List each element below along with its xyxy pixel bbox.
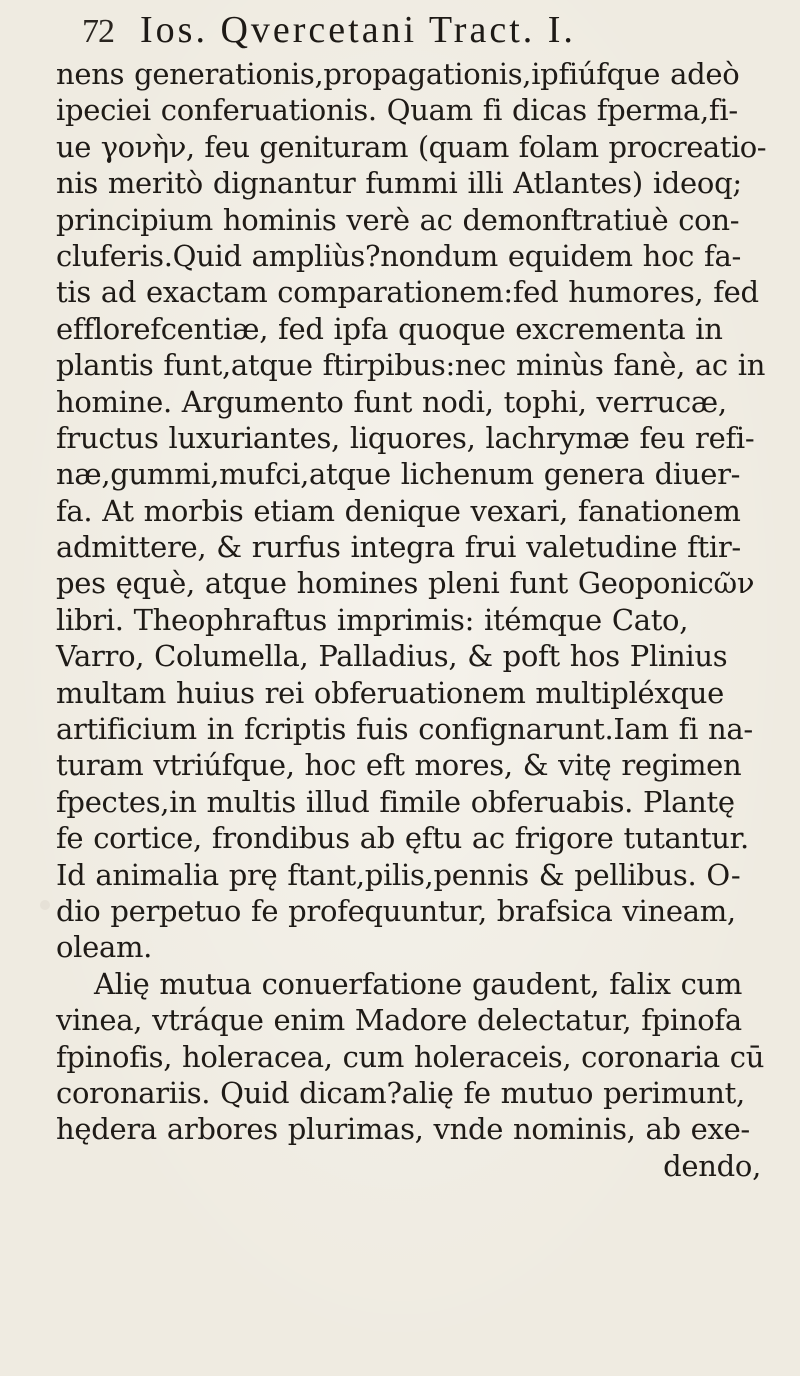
text-line: dio perpetuo fe profequuntur, brafsica vineam, <box>56 893 736 928</box>
text-line: admittere, & rurfus integra frui valetudine ftir- <box>56 530 741 565</box>
text-line: pes ęquè, atque homines pleni funt Geoponicῶν <box>56 566 755 601</box>
text-line: tis ad exactam comparationem:fed humores, fed <box>56 275 759 310</box>
text-line: turam vtriúfque, hoc eft mores, & vitę regimen <box>56 748 742 783</box>
text-line: artificium in fcriptis fuis confignarunt.Iam fi na- <box>56 712 753 747</box>
catchword: dendo, <box>663 1148 761 1183</box>
text-line: nens generationis,propagationis,ipfiúfque adeò <box>56 57 740 91</box>
text-line: hędera arbores plurimas, vnde nominis, ab exe- <box>56 1112 750 1147</box>
text-line: vinea, vtráque enim Madore delectatur, fpinofa <box>56 1003 742 1038</box>
text-line: efflorefcentiæ, fed ipfa quoque excrementa in <box>56 311 723 346</box>
text-line: Id animalia prę ftant,pilis,pennis & pellibus. O- <box>56 857 741 892</box>
paragraph-start-line: Alię mutua conuerfatione gaudent, falix cum <box>94 966 743 1001</box>
running-head <box>82 8 722 58</box>
text-line: fpinofis, holeracea, cum holeraceis, coronaria cū <box>56 1039 765 1074</box>
text-line: Varro, Columella, Palladius, & poft hos Plinius <box>56 639 728 674</box>
text-line: plantis funt,atque ftirpibus:nec minùs fanè, ac in <box>56 348 766 383</box>
text-line: multam huius rei obferuationem multipléxque <box>56 675 724 710</box>
text-line: homine. Argumento funt nodi, tophi, verrucæ, <box>56 384 727 419</box>
text-line: ipeciei conferuationis. Quam fi dicas fperma,fi- <box>56 93 738 128</box>
text-line: cluferis.Quid ampliùs?nondum equidem hoc fa- <box>56 238 741 273</box>
text-line: fpectes,in multis illud fimile obferuabis. Plantę <box>56 784 735 819</box>
text-line: nis meritò dignantur fummi illi Atlantes) ideoq; <box>56 166 742 201</box>
text-line: fructus luxuriantes, liquores, lachrymæ feu refi- <box>56 420 755 455</box>
text-line: libri. Theophraftus imprimis: itémque Cato, <box>56 602 689 637</box>
text-block <box>56 56 766 1184</box>
text-line: næ,gummi,mufci,atque lichenum genera diuer- <box>56 457 741 492</box>
text-line: principium hominis verè ac demonftratiuè con- <box>56 202 740 237</box>
text-line: fa. At morbis etiam denique vexari, fanationem <box>56 493 741 528</box>
ink-speck <box>40 900 50 910</box>
text-line: ue γονὴν, feu genituram (quam folam procreatio- <box>56 129 767 164</box>
text-line: coronariis. Quid dicam?alię fe mutuo perimunt, <box>56 1075 745 1110</box>
text-line: oleam. <box>56 930 153 965</box>
text-line: fe cortice, frondibus ab ęftu ac frigore tutantur. <box>56 821 749 856</box>
running-title: Ios. Qvercetani Tract. I. <box>140 9 576 51</box>
page-number: 72 <box>82 13 114 50</box>
